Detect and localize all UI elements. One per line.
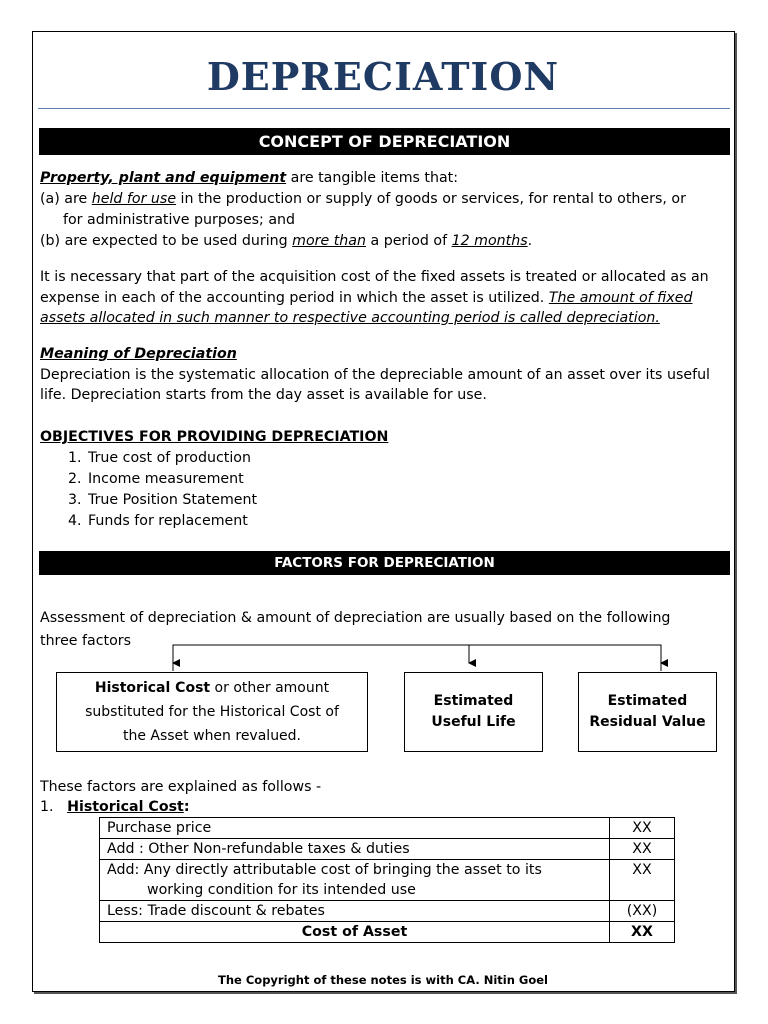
- box3-line1: Estimated: [607, 693, 688, 709]
- cost-table: [99, 817, 675, 943]
- factors-intro-line1: Assessment of depreciation & amount of depreciation are usually based on the following: [40, 610, 671, 626]
- ppe-rest: are tangible items that:: [286, 170, 459, 186]
- cost-amount: XX: [610, 818, 675, 839]
- ppe-point-b: [40, 231, 532, 252]
- objectives-heading: OBJECTIVES FOR PROVIDING DEPRECIATION: [40, 429, 389, 445]
- ppe-term: Property, plant and equipment: [40, 170, 287, 186]
- objective-item: 4. Funds for replacement: [86, 511, 257, 532]
- objective-item: 3. True Position Statement: [86, 490, 257, 511]
- factors-intro-line2: three factors: [40, 633, 131, 649]
- item-colon: :: [183, 799, 190, 815]
- objective-item: 1. True cost of production: [86, 448, 257, 469]
- box1-line3: the Asset when revalued.: [122, 728, 302, 744]
- point-b-mid: a period of: [365, 233, 452, 249]
- table-total-row: [100, 922, 675, 943]
- objective-item: 2. Income measurement: [86, 469, 257, 490]
- total-amount: XX: [610, 922, 675, 943]
- point-a-rest: in the production or supply of goods or services, for rental to others, or: [176, 191, 686, 207]
- acquisition-para-line1: It is necessary that part of the acquisition cost of the fixed assets is treated or allocated as an: [40, 269, 709, 285]
- cost-label: Purchase price: [100, 818, 610, 839]
- box2-line1: Estimated: [433, 693, 514, 709]
- point-b-end: .: [527, 233, 533, 249]
- box1-bold: Historical Cost: [94, 680, 211, 696]
- point-b-months: 12 months: [451, 233, 528, 249]
- cost-amount: (XX): [610, 901, 675, 922]
- factor-useful-life-box: [404, 672, 543, 752]
- point-b-more: more than: [292, 233, 366, 249]
- historical-cost-item: [40, 797, 190, 818]
- ppe-point-a-line2: for administrative purposes; and: [63, 212, 296, 228]
- meaning-heading: Meaning of Depreciation: [40, 346, 237, 362]
- item-title: Historical Cost: [67, 799, 184, 815]
- item-number: 1.: [40, 799, 54, 815]
- acquisition-para-line2: [40, 288, 692, 309]
- concept-header: CONCEPT OF DEPRECIATION: [39, 128, 730, 155]
- copyright-footer: The Copyright of these notes is with CA. Nitin Goel: [218, 973, 548, 987]
- total-label: Cost of Asset: [100, 922, 610, 943]
- box1-line1-rest: or other amount: [210, 680, 330, 696]
- acquisition-para-line3: assets allocated in such manner to respective accounting period is called depreciation.: [40, 310, 660, 326]
- ppe-definition: [40, 168, 458, 189]
- factor-historical-cost-box: [56, 672, 368, 752]
- meaning-line1: Depreciation is the systematic allocation of the depreciable amount of an asset over its useful: [40, 367, 710, 383]
- factors-explained: These factors are explained as follows -: [40, 779, 322, 795]
- ppe-point-a: [40, 189, 686, 210]
- title-divider: [38, 108, 730, 109]
- table-row: [100, 818, 675, 839]
- para-line2-emph: The amount of fixed: [548, 290, 693, 306]
- page-title: DEPRECIATION: [206, 54, 560, 99]
- cost-amount: XX: [610, 839, 675, 860]
- cost-label: Add : Other Non-refundable taxes & duties: [100, 839, 610, 860]
- box2-line2: Useful Life: [431, 714, 516, 730]
- cost-label: Less: Trade discount & rebates: [100, 901, 610, 922]
- box3-line2: Residual Value: [589, 714, 706, 730]
- cost-amount: XX: [610, 860, 675, 901]
- meaning-line2: life. Depreciation starts from the day asset is available for use.: [40, 387, 487, 403]
- point-a-prefix: (a) are: [40, 191, 92, 207]
- cost-label-multiline: [100, 860, 610, 901]
- objectives-list: [40, 448, 257, 532]
- table-row: [100, 860, 675, 901]
- point-b-prefix: (b) are expected to be used during: [40, 233, 293, 249]
- box1-line2: substituted for the Historical Cost of: [85, 704, 339, 720]
- point-a-held: held for use: [91, 191, 177, 207]
- cost-label: Add: Any directly attributable cost of bringing the asset to its: [107, 862, 542, 878]
- cost-label-continued: working condition for its intended use: [147, 882, 416, 898]
- factors-header: FACTORS FOR DEPRECIATION: [39, 551, 730, 575]
- para-line2-plain: expense in each of the accounting period in which the asset is utilized.: [40, 290, 549, 306]
- table-row: [100, 901, 675, 922]
- factor-residual-value-box: [578, 672, 717, 752]
- table-row: [100, 839, 675, 860]
